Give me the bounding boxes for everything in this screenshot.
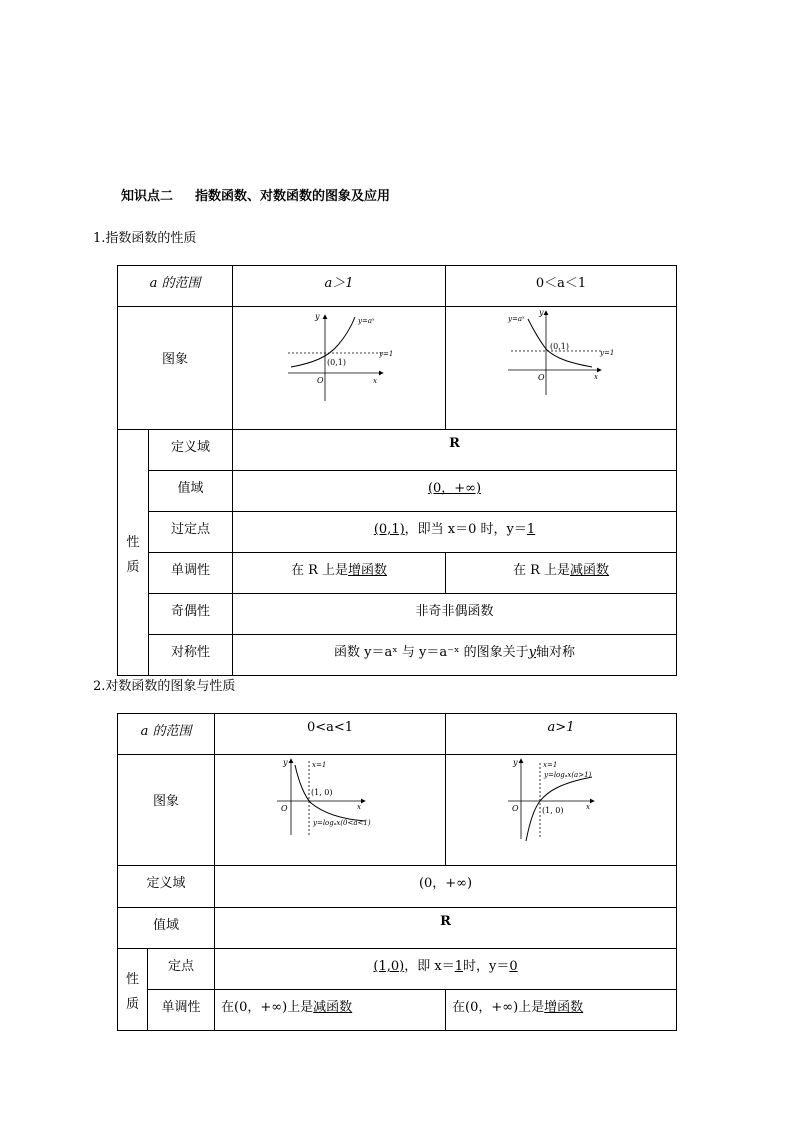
curve-label: y=aˣ bbox=[358, 317, 375, 325]
exp-decreasing-graph bbox=[446, 307, 677, 425]
range-label: 值域 bbox=[118, 908, 215, 949]
axis-x-label: x bbox=[586, 803, 590, 811]
graph-exp-increasing bbox=[233, 307, 446, 430]
monotonicity-decreasing: 在(0，+∞)上是减函数 bbox=[215, 990, 446, 1031]
axis-y-label: y bbox=[539, 308, 544, 317]
domain-value: R bbox=[233, 430, 677, 471]
heading-part1: 知识点二 bbox=[121, 189, 174, 204]
header-a-gt-1: a＞1 bbox=[233, 266, 446, 307]
section-heading bbox=[121, 185, 390, 204]
logarithm-properties-table bbox=[117, 713, 677, 1031]
point-label: (1, 0) bbox=[311, 788, 333, 797]
fixed-point-label: 定点 bbox=[148, 949, 215, 990]
header-range-cell: a 的范围 bbox=[118, 266, 233, 307]
section1-title: 1.指数函数的性质 bbox=[93, 231, 197, 246]
line-label: y=1 bbox=[379, 350, 394, 358]
property-group-label: 性 质 bbox=[118, 949, 148, 1031]
origin-label: O bbox=[317, 376, 324, 385]
point-label: (0,1) bbox=[550, 342, 569, 351]
graph-log-increasing bbox=[446, 755, 677, 866]
header-a-lt-1: 0<a<1 bbox=[215, 714, 446, 755]
domain-label: 定义域 bbox=[118, 866, 215, 908]
origin-label: O bbox=[538, 373, 545, 382]
range-label: 值域 bbox=[149, 471, 233, 512]
fixed-point-label: 过定点 bbox=[149, 512, 233, 553]
origin-label: O bbox=[281, 804, 288, 813]
section2-title: 2.对数函数的图象与性质 bbox=[93, 679, 236, 694]
parity-value: 非奇非偶函数 bbox=[233, 594, 677, 635]
symmetry-label: 对称性 bbox=[149, 635, 233, 676]
header-a-lt-1: 0＜a＜1 bbox=[446, 266, 677, 307]
fixed-point-value: (0,1)，即当 x＝0 时，y＝1 bbox=[233, 512, 677, 553]
exponential-properties-table bbox=[117, 265, 677, 676]
curve-label: y=logₐx(0<a<1) bbox=[313, 819, 371, 827]
point-label: (1, 0) bbox=[542, 806, 564, 815]
monotonicity-label: 单调性 bbox=[148, 990, 215, 1031]
axis-x-label: x bbox=[373, 377, 377, 385]
monotonicity-decreasing: 在 R 上是减函数 bbox=[446, 553, 677, 594]
log-increasing-graph bbox=[446, 755, 677, 861]
monotonicity-increasing: 在(0，+∞)上是增函数 bbox=[446, 990, 677, 1031]
axis-x-label: x bbox=[594, 373, 598, 381]
axis-y-label: y bbox=[513, 758, 518, 767]
graph-log-decreasing bbox=[215, 755, 446, 866]
curve-label: y=logₐx(a>1) bbox=[544, 771, 592, 779]
origin-label: O bbox=[512, 804, 519, 813]
point-label: (0,1) bbox=[327, 358, 346, 367]
curve-label: y=aˣ bbox=[508, 315, 525, 323]
domain-label: 定义域 bbox=[149, 430, 233, 471]
exp-increasing-graph bbox=[233, 307, 446, 425]
property-group-label: 性 质 bbox=[118, 430, 149, 676]
monotonicity-increasing: 在 R 上是增函数 bbox=[233, 553, 446, 594]
line-label: x=1 bbox=[543, 761, 558, 769]
symmetry-value: 函数 y＝aˣ 与 y＝a⁻ˣ 的图象关于y轴对称 bbox=[233, 635, 677, 676]
fixed-point-value: (1,0)，即 x＝1时，y＝0 bbox=[215, 949, 677, 990]
header-a-gt-1: a>1 bbox=[446, 714, 677, 755]
line-label: x=1 bbox=[312, 761, 327, 769]
monotonicity-label: 单调性 bbox=[149, 553, 233, 594]
heading-part2: 指数函数、对数函数的图象及应用 bbox=[195, 189, 391, 204]
domain-value: (0，+∞) bbox=[215, 866, 677, 908]
parity-label: 奇偶性 bbox=[149, 594, 233, 635]
range-value: R bbox=[215, 908, 677, 949]
log-decreasing-graph bbox=[215, 755, 446, 861]
header-range-cell: a 的范围 bbox=[118, 714, 215, 755]
line-label: y=1 bbox=[600, 349, 615, 357]
graph-row-label: 图象 bbox=[118, 755, 215, 866]
axis-y-label: y bbox=[283, 758, 288, 767]
range-value: (0，+∞) bbox=[233, 471, 677, 512]
graph-row-label: 图象 bbox=[118, 307, 233, 430]
graph-exp-decreasing bbox=[446, 307, 677, 430]
axis-y-label: y bbox=[315, 312, 320, 321]
axis-x-label: x bbox=[357, 803, 361, 811]
